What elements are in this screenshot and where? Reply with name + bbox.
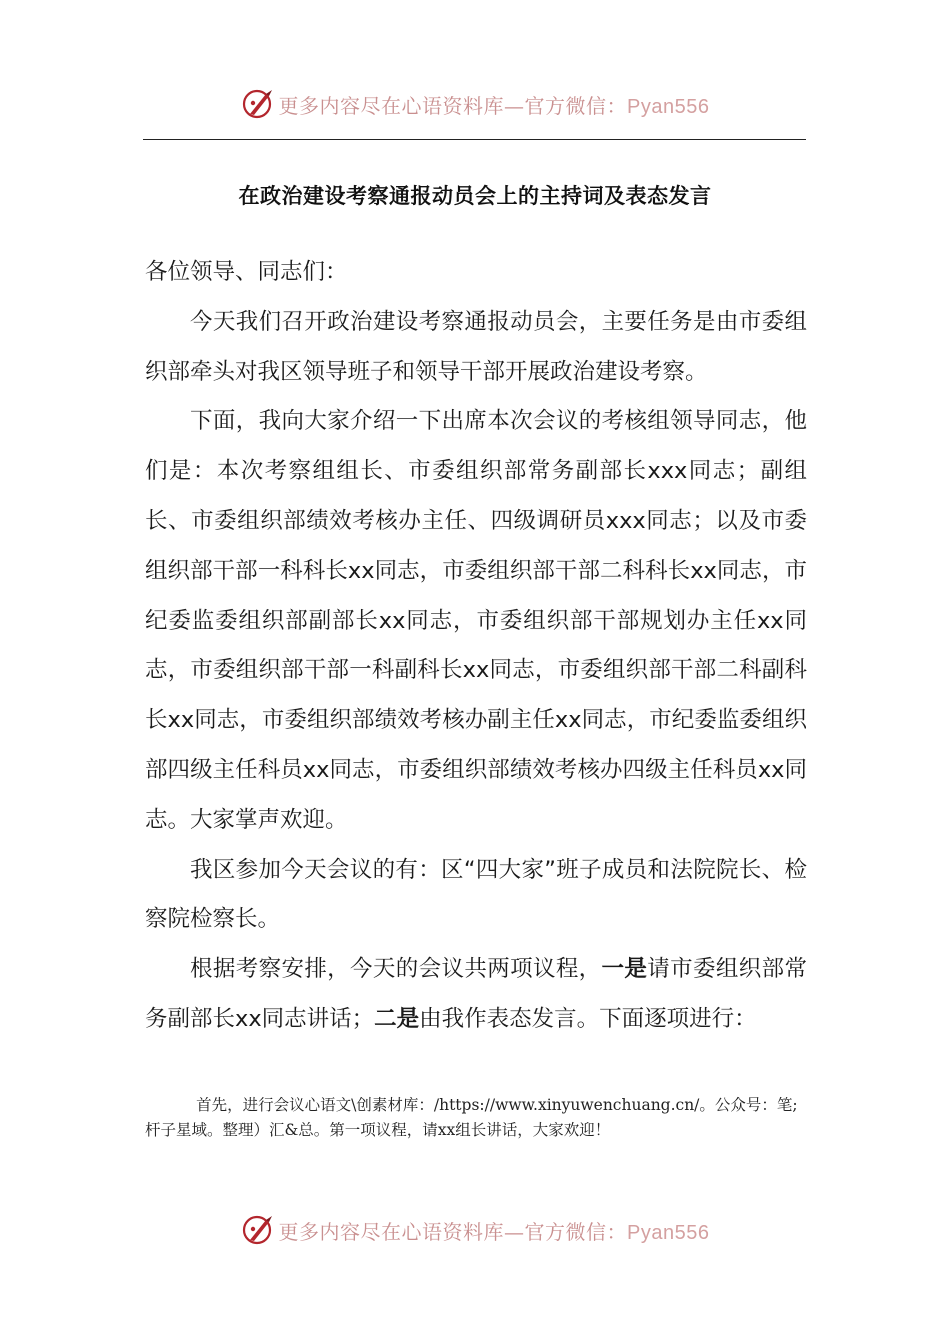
header-banner xyxy=(0,82,950,126)
header-divider xyxy=(143,139,806,140)
footnote-text: 首先，进行会议心语文\创素材库：/https://www.xinyuwenchuang.cn/。公众号：笔;杆子星域。整理）汇&总。第一项议程，请xx组长讲话，大家欢迎！ xyxy=(145,1096,798,1139)
header-banner-text xyxy=(279,90,710,119)
paragraph-3: 我区参加今天会议的有：区“四大家”班子成员和法院院长、检察院检察长。 xyxy=(145,856,807,933)
document-body xyxy=(145,248,807,1045)
footer-banner-text xyxy=(279,1216,710,1245)
paragraph-4-bold-2: 二是 xyxy=(374,1005,420,1032)
paragraph-4-bold-1: 一是 xyxy=(601,956,648,983)
document-title: 在政治建设考察通报动员会上的主持词及表态发言 xyxy=(238,184,712,208)
footer-banner xyxy=(0,1208,950,1252)
paragraph-2: 下面，我向大家介绍一下出席本次会议的考核组领导同志，他们是：本次考察组组长、市委组织部常务副部长xxx同志；副组长、市委组织部绩效考核办主任、四级调研员xxx同志；以及市委组织部干部一科科长xx同志，市委组织部干部二科科长xx同志，市纪委监委组织部副部长xx同志，市委组织部干部规划办主任xx同志，市委组织部干部一科副科长xx同志，市委组织部干部二科副科长xx同志，市委组织部绩效考核办副主任xx同志，市纪委监委组织部四级主任科员xx同志，市委组织部绩效考核办四级主任科员xx同志。大家掌声欢迎。 xyxy=(145,408,807,833)
header-wechat-id: Pyan556 xyxy=(627,95,710,118)
footer-banner-label: 更多内容尽在心语资料库—官方微信： xyxy=(278,1219,628,1244)
quill-logo-icon xyxy=(241,1213,275,1247)
paragraph-4-part-3: 由我作表态发言。下面逐项进行： xyxy=(419,1005,757,1032)
header-banner-label: 更多内容尽在心语资料库—官方微信： xyxy=(278,93,628,118)
footnote xyxy=(145,1093,810,1143)
quill-logo-icon xyxy=(241,87,275,121)
paragraph-4-part-2: 请市委组织部常务副部长xx同志讲话； xyxy=(145,956,807,1032)
salutation: 各位领导、同志们： xyxy=(145,259,348,285)
paragraph-4 xyxy=(145,945,807,1045)
paragraph-4-part-1: 根据考察安排，今天的会议共两项议程， xyxy=(190,956,602,983)
paragraph-1: 今天我们召开政治建设考察通报动员会，主要任务是由市委组织部牵头对我区领导班子和领导干部开展政治建设考察。 xyxy=(145,308,807,385)
footer-wechat-id: Pyan556 xyxy=(627,1221,710,1244)
